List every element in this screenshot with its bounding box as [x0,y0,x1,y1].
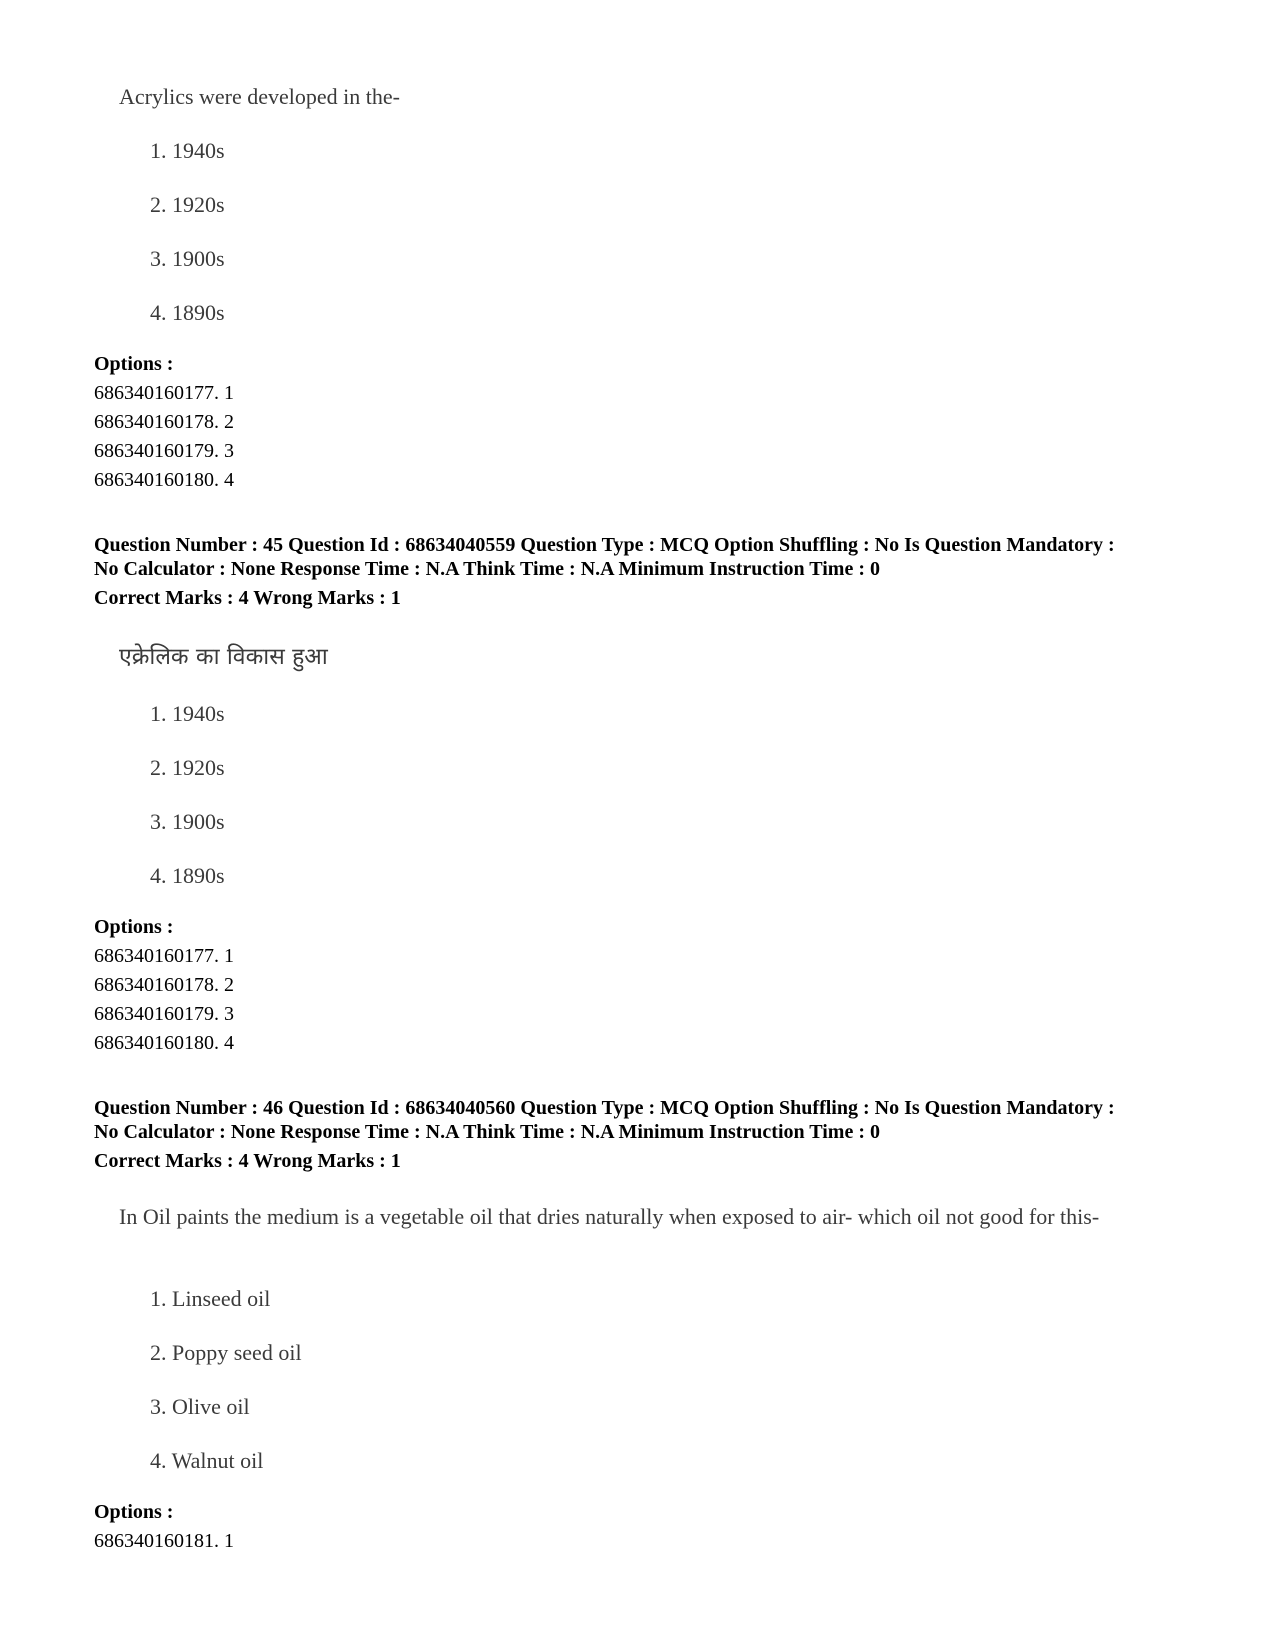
question-meta-line1: Question Number : 45 Question Id : 68634040559 Question Type : MCQ Option Shuffling : No Is Question Mandatory : [94,534,1115,556]
option-id-row: 686340160180. 4 [94,469,234,491]
options-label: Options : [94,353,174,375]
question-marks: Correct Marks : 4 Wrong Marks : 1 [94,587,401,609]
choice-item: 4. Walnut oil [150,1448,264,1473]
options-label: Options : [94,916,174,938]
question-marks: Correct Marks : 4 Wrong Marks : 1 [94,1150,401,1172]
question-text: In Oil paints the medium is a vegetable oil that dries naturally when exposed to air- which oil not good for this- [119,1204,1100,1229]
options-label: Options : [94,1501,174,1523]
choice-item: 3. Olive oil [150,1394,250,1419]
option-id-row: 686340160177. 1 [94,382,234,404]
option-id-row: 686340160179. 3 [94,440,234,462]
question-meta-line1: Question Number : 46 Question Id : 68634040560 Question Type : MCQ Option Shuffling : No Is Question Mandatory : [94,1097,1115,1119]
choice-item: 3. 1900s [150,246,225,271]
option-id-row: 686340160181. 1 [94,1530,234,1552]
option-id-row: 686340160179. 3 [94,1003,234,1025]
choice-item: 2. 1920s [150,755,225,780]
question-meta-line2: No Calculator : None Response Time : N.A Think Time : N.A Minimum Instruction Time : 0 [94,1121,880,1143]
choice-item: 2. Poppy seed oil [150,1340,302,1365]
option-id-row: 686340160178. 2 [94,974,234,996]
choice-item: 1. 1940s [150,138,225,163]
option-id-row: 686340160178. 2 [94,411,234,433]
choice-item: 4. 1890s [150,300,225,325]
question-meta-line2: No Calculator : None Response Time : N.A Think Time : N.A Minimum Instruction Time : 0 [94,558,880,580]
choice-item: 1. Linseed oil [150,1286,271,1311]
choice-item: 1. 1940s [150,701,225,726]
choice-item: 3. 1900s [150,809,225,834]
option-id-row: 686340160177. 1 [94,945,234,967]
question-text: Acrylics were developed in the- [119,84,400,109]
question-text: एक्रेलिक का विकास हुआ [119,644,328,670]
option-id-row: 686340160180. 4 [94,1032,234,1054]
choice-item: 4. 1890s [150,863,225,888]
choice-item: 2. 1920s [150,192,225,217]
